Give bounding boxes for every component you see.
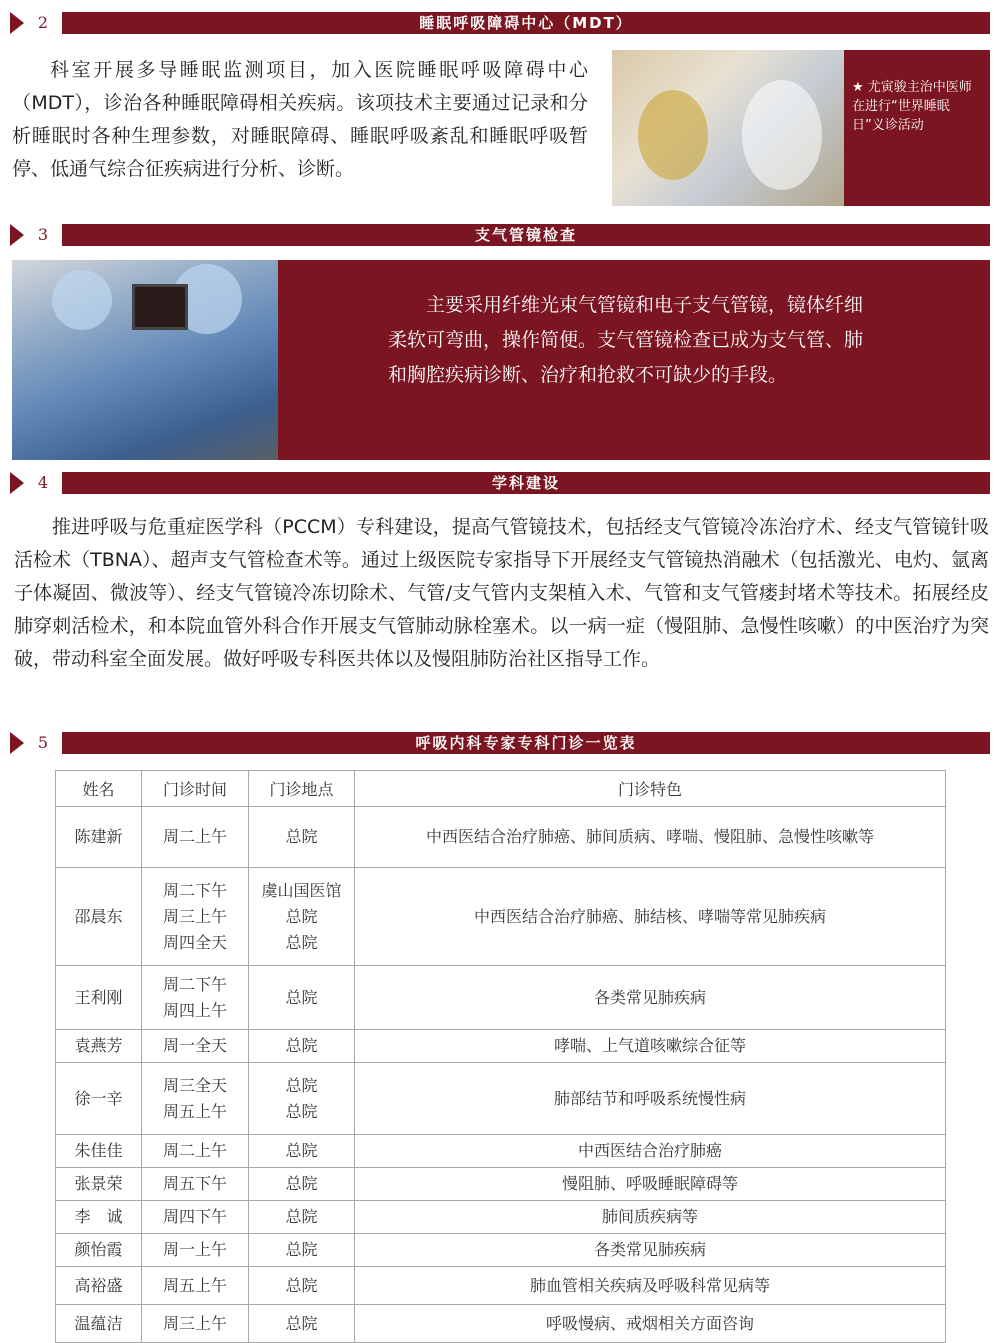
photo-caption	[844, 50, 990, 206]
section-number: 2	[28, 12, 58, 34]
section-title: 学科建设	[62, 472, 990, 494]
cell-place: 总院	[249, 1201, 355, 1234]
cell-place: 总院	[249, 1030, 355, 1063]
cell-time: 周二下午 周三上午 周四全天	[142, 868, 249, 966]
cell-name: 李 诚	[56, 1201, 142, 1234]
cell-place: 总院	[249, 1234, 355, 1267]
cell-specialty: 中西医结合治疗肺癌	[355, 1135, 946, 1168]
cell-time: 周二上午	[142, 807, 249, 868]
cell-name: 王利刚	[56, 966, 142, 1030]
cell-name: 邵晨东	[56, 868, 142, 966]
cell-time: 周二下午 周四上午	[142, 966, 249, 1030]
header-time: 门诊时间	[142, 771, 249, 807]
caption-text: 尤寅骏主治中医师在进行“世界睡眠日”义诊活动	[852, 80, 972, 133]
section-number: 3	[28, 224, 58, 246]
cell-specialty: 中西医结合治疗肺癌、肺间质病、哮喘、慢阻肺、急慢性咳嗽等	[355, 807, 946, 868]
sleep-center-paragraph: 科室开展多导睡眠监测项目，加入医院睡眠呼吸障碍中心（MDT），诊治各种睡眠障碍相关疾病。该项技术主要通过记录和分析睡眠时各种生理参数，对睡眠障碍、睡眠呼吸紊乱和睡眠呼吸暂停、低通气综合征疾病进行分析、诊断。	[12, 59, 588, 180]
table-row	[56, 1234, 946, 1267]
section-3-header	[10, 224, 990, 246]
discipline-paragraph: 推进呼吸与危重症医学科（PCCM）专科建设，提高气管镜技术，包括经支气管镜冷冻治疗术、经支气管镜针吸活检术（TBNA）、超声支气管检查术等。通过上级医院专家指导下开展经支气管镜热消融术（包括激光、电灼、氩离子体凝固、微波等）、经支气管镜冷冻切除术、气管/支气管内支架植入术、气管和支气管瘘封堵术等技术。拓展经皮肺穿刺活检术，和本院血管外科合作开展支气管肺动脉栓塞术。以一病一症（慢阻肺、急慢性咳嗽）的中医治疗为突破，带动科室全面发展。做好呼吸专科医共体以及慢阻肺防治社区指导工作。	[14, 516, 989, 670]
cell-time: 周五上午	[142, 1267, 249, 1305]
header-place: 门诊地点	[249, 771, 355, 807]
cell-specialty: 肺间质疾病等	[355, 1201, 946, 1234]
clinic-schedule-table	[55, 770, 946, 1343]
cell-specialty: 呼吸慢病、戒烟相关方面咨询	[355, 1305, 946, 1343]
table-row	[56, 1030, 946, 1063]
section-title: 呼吸内科专家专科门诊一览表	[62, 732, 990, 754]
header-specialty: 门诊特色	[355, 771, 946, 807]
cell-name: 高裕盛	[56, 1267, 142, 1305]
cell-name: 陈建新	[56, 807, 142, 868]
cell-place: 总院	[249, 807, 355, 868]
cell-place: 总院	[249, 1267, 355, 1305]
cell-place: 总院	[249, 1168, 355, 1201]
cell-specialty: 各类常见肺疾病	[355, 966, 946, 1030]
cell-specialty: 各类常见肺疾病	[355, 1234, 946, 1267]
section-number: 4	[28, 472, 58, 494]
table-row	[56, 1267, 946, 1305]
star-icon: ★	[852, 80, 864, 95]
cell-specialty: 慢阻肺、呼吸睡眠障碍等	[355, 1168, 946, 1201]
table-row	[56, 1063, 946, 1135]
cell-time: 周二上午	[142, 1135, 249, 1168]
bronchoscopy-paragraph: 主要采用纤维光束气管镜和电子支气管镜，镜体纤细柔软可弯曲，操作简便。支气管镜检查已成为支气管、肺和胸腔疾病诊断、治疗和抢救不可缺少的手段。	[388, 294, 864, 386]
volunteer-clinic-photo	[612, 50, 844, 206]
triangle-marker	[10, 732, 24, 754]
cell-name: 袁燕芳	[56, 1030, 142, 1063]
section-number: 5	[28, 732, 58, 754]
cell-name: 张景荣	[56, 1168, 142, 1201]
cell-place: 总院	[249, 1135, 355, 1168]
cell-specialty: 肺血管相关疾病及呼吸科常见病等	[355, 1267, 946, 1305]
section-title: 支气管镜检查	[62, 224, 990, 246]
cell-name: 颜怡霞	[56, 1234, 142, 1267]
cell-place: 总院	[249, 1305, 355, 1343]
section-4-header	[10, 472, 990, 494]
cell-place: 总院	[249, 966, 355, 1030]
table-row	[56, 1168, 946, 1201]
table-row	[56, 1305, 946, 1343]
table-row	[56, 868, 946, 966]
cell-specialty: 哮喘、上气道咳嗽综合征等	[355, 1030, 946, 1063]
cell-time: 周一全天	[142, 1030, 249, 1063]
section-title: 睡眠呼吸障碍中心（MDT）	[62, 12, 990, 34]
table-row	[56, 966, 946, 1030]
cell-specialty: 肺部结节和呼吸系统慢性病	[355, 1063, 946, 1135]
cell-time: 周五下午	[142, 1168, 249, 1201]
table-row	[56, 807, 946, 868]
cell-place: 总院 总院	[249, 1063, 355, 1135]
cell-time: 周四下午	[142, 1201, 249, 1234]
triangle-marker	[10, 12, 24, 34]
table-row	[56, 1135, 946, 1168]
cell-name: 朱佳佳	[56, 1135, 142, 1168]
cell-name: 徐一辛	[56, 1063, 142, 1135]
table-row	[56, 1201, 946, 1234]
cell-name: 温蕴洁	[56, 1305, 142, 1343]
header-name: 姓名	[56, 771, 142, 807]
section-5-header	[10, 732, 990, 754]
triangle-marker	[10, 224, 24, 246]
triangle-marker	[10, 472, 24, 494]
cell-time: 周三上午	[142, 1305, 249, 1343]
cell-time: 周一上午	[142, 1234, 249, 1267]
bronchoscopy-photo	[12, 260, 278, 460]
cell-specialty: 中西医结合治疗肺癌、肺结核、哮喘等常见肺疾病	[355, 868, 946, 966]
cell-place: 虞山国医馆 总院 总院	[249, 868, 355, 966]
section-2-header	[10, 12, 990, 34]
cell-time: 周三全天 周五上午	[142, 1063, 249, 1135]
